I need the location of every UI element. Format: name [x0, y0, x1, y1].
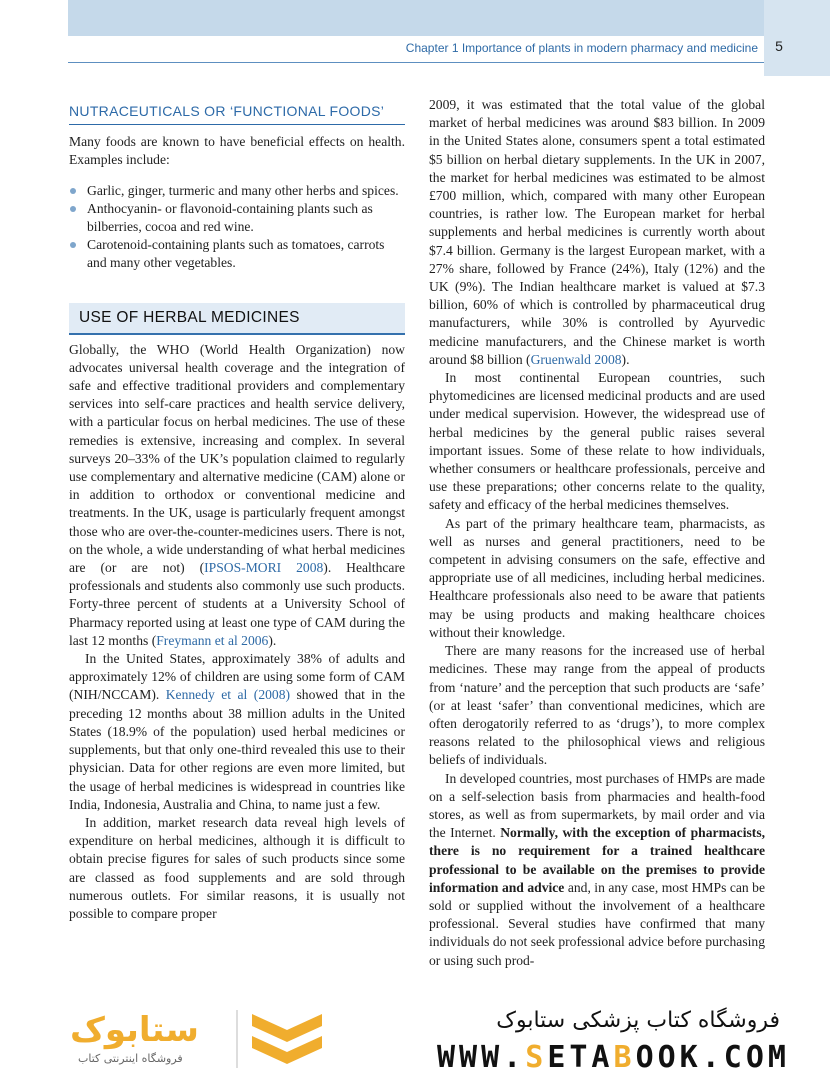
store-name: فروشگاه کتاب پزشکی ستابوک — [496, 1008, 780, 1033]
citation-link[interactable]: IPSOS-MORI 2008 — [204, 560, 324, 576]
logo-subtitle: فروشگاه اینترنتی کتاب — [78, 1052, 183, 1065]
list-item: Anthocyanin- or flavonoid-containing plants such as bilberries, cocoa and red wine. — [69, 200, 405, 236]
citation-link[interactable]: Gruenwald 2008 — [530, 351, 622, 367]
paragraph: In the United States, approximately 38% of adults and approximately 12% of children are using some form of CAM (NIH/NCCAM). Kennedy et al (2008) showed that in the preceding 12 months about 38 million adults in the United States (18.9% of the population) used herbal medicines or supplements, but that only one-third revealed this use to their physician. Data for other regions are even more limited, but the usage of herbal medicines is widespread in countries like India, Indonesia, Australia and China, to name just a few. — [69, 651, 405, 812]
section-heading-herbal-medicines: USE OF HERBAL MEDICINES — [69, 303, 405, 335]
running-head: Chapter 1 Importance of plants in modern pharmacy and medicine — [405, 41, 758, 55]
citation-link[interactable]: Kennedy et al (2008) — [165, 687, 291, 703]
bullet-icon — [70, 242, 76, 248]
paragraph: In addition, market research data reveal high levels of expenditure on herbal medicines, although it is difficult to obtain precise figures for sales of such products since some are classed as food supplements and are sold through numerous outlets. For similar reasons, it is usually not possible to compare proper — [69, 814, 405, 921]
site-url[interactable]: WWW.SETABOOK.COM — [437, 1040, 790, 1075]
citation-link[interactable]: Freymann et al 2006 — [156, 632, 269, 648]
nutraceuticals-list — [69, 182, 405, 273]
bullet-icon — [70, 188, 76, 194]
left-column — [69, 96, 405, 923]
paragraph: In most continental European countries, such phytomedicines are licensed medicinal products and are used under medical supervision. However, the widespread use of herbal medicines by the general public raises several important issues. Some of these relate to how individuals, whether consumers or healthcare professionals, perceive and use these preparations; other concerns relate to the quality, safety and efficacy of the herbal medicines themselves. — [429, 370, 765, 513]
setabook-logo[interactable]: ستابوک — [70, 1010, 199, 1050]
bullet-icon — [70, 206, 76, 212]
chevron-logo-icon — [248, 1008, 326, 1070]
paragraph: In developed countries, most purchases of HMPs are made on a self-selection basis from pharmacies and health-food stores, as well as from supermarkets, by mail order and via the Internet. Normally, with the exception of pharmacists, there is no requirement for a trained healthcare professional to be available on the premises to provide information and advice and, in any case, most HMPs can be sold or supplied without the involvement of a healthcare professional. Several studies have confirmed that many individuals do not seek professional advice before purchasing or using such prod- — [429, 770, 766, 968]
paragraph: 2009, it was estimated that the total value of the global market of herbal medicines was around $83 billion. In 2009 in the United States alone, consumers spent a total estimated $5 billion on herbal dietary supplements. In the UK in 2007, the market for herbal medicines was estimated to be almost £700 million, which, compared with many other European countries, is rather low. The European market for herbal supplements and herbal medicines is currently worth about $7.4 billion. Germany is the largest European market, with a 27% share, followed by France (24%), Italy (12%) and the UK (9%). The Indian healthcare market is valued at $7.3 billion, 60% of which is controlled by pharmaceutical drug manufacturers, while 30% is controlled by Ayurvedic medicine manufacturers, and the Chinese market is worth around $8 billion (Gruenwald 2008). — [429, 97, 765, 367]
logo-divider — [236, 1010, 238, 1068]
paragraph: There are many reasons for the increased use of herbal medicines. These may range from the appeal of products from ‘nature’ and the perception that such products are ‘safe’ (or at least ‘safer’ than conventional medicines, which are often derogatorily referred to as ‘drugs’), to more complex reasons related to the philosophical views and religious beliefs of individuals. — [429, 643, 765, 768]
paragraph: As part of the primary healthcare team, pharmacists, as well as nurses and general practitioners, need to be competent in advising consumers on the safe, effective and appropriate use of all medicines, including herbal medicines. Healthcare professionals also need to be aware that patients may be using products and making healthcare choices without their knowledge. — [429, 515, 765, 640]
header-rule — [68, 62, 764, 63]
list-item: Carotenoid-containing plants such as tomatoes, carrots and many other vegetables. — [69, 236, 405, 272]
paragraph: Globally, the WHO (World Health Organization) now advocates universal health coverage and the integration of safe and effective traditional providers and complementary services into self-care practices and health service delivery, with a particular focus on herbal medicines. The use of these remedies is extensive, increasing and complex. In several surveys 20–33% of the UK’s population claimed to regularly use complementary and alternative medicine (CAM) alone or in addition to orthodox or conventional medicine and treatments. In the UK, usage is particularly frequent amongst those who are over-the-counter-medicines users. There is not, on the whole, a wide understanding of what herbal medicines are (or are not) (IPSOS-MORI 2008). Healthcare professionals and students also commonly use such products. Forty-three percent of students at a University School of Pharmacy reported using at least one type of CAM during the last 12 months (Freymann et al 2006). — [69, 341, 406, 648]
header-band — [68, 0, 764, 36]
section-heading-nutraceuticals: NUTRACEUTICALS OR ‘FUNCTIONAL FOODS’ — [69, 102, 405, 125]
list-item: Garlic, ginger, turmeric and many other herbs and spices. — [69, 182, 405, 200]
page-number: 5 — [775, 38, 783, 54]
right-column — [429, 96, 765, 970]
nutraceuticals-intro: Many foods are known to have beneficial effects on health. Examples include: — [69, 134, 405, 168]
bold-statement: Normally, with the exception of pharmacists, there is no requirement for a trained healthcare professional to be available on the premises to provide information and advice — [429, 825, 766, 895]
